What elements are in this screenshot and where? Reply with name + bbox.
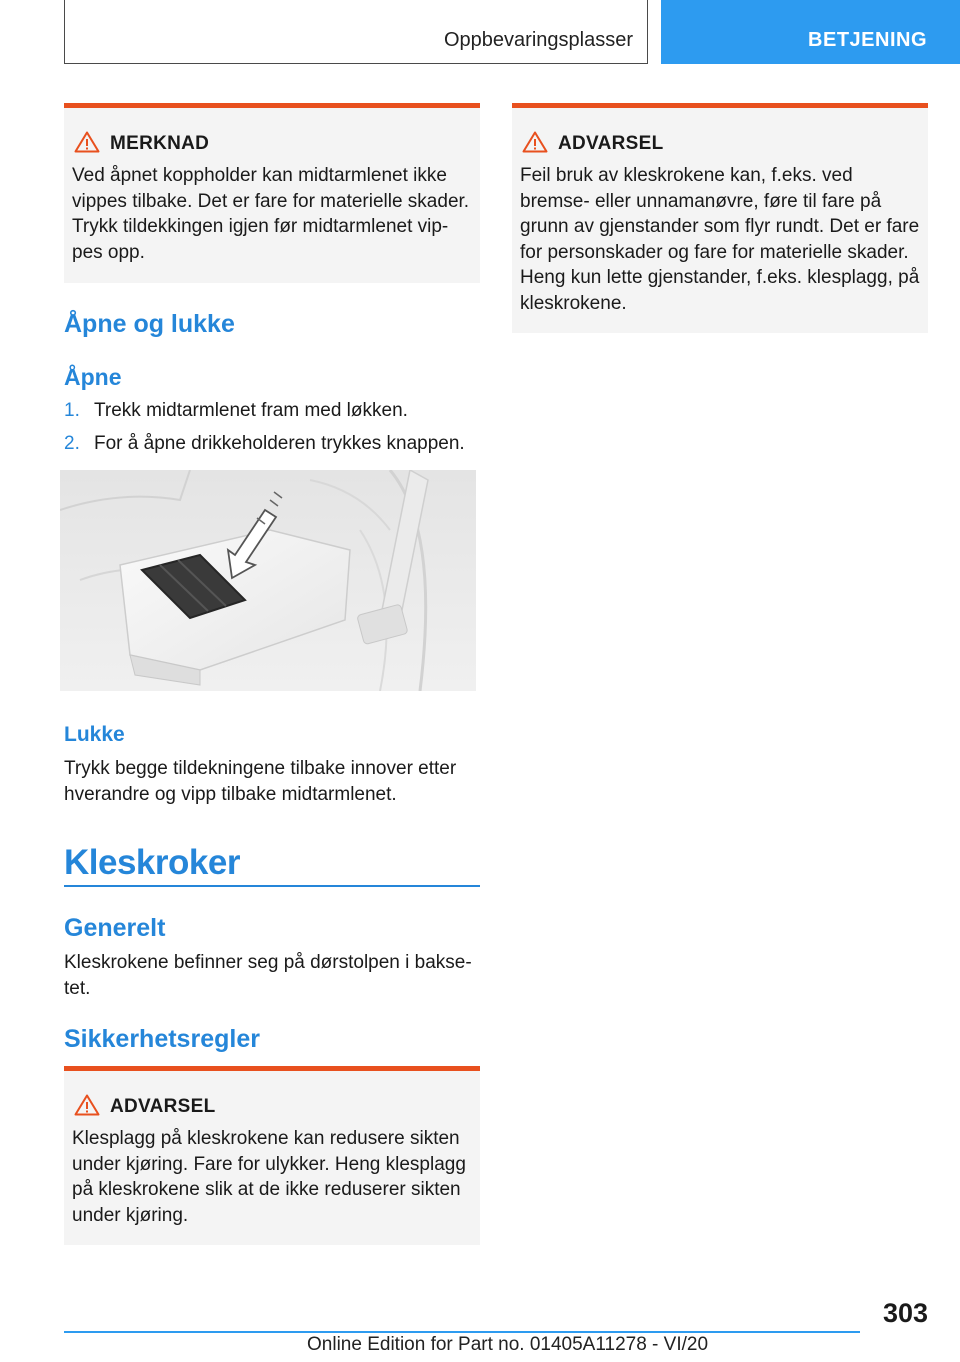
notice-bar [64, 1066, 480, 1071]
notice-body [520, 163, 922, 316]
notice-title: ADVARSEL [110, 1096, 216, 1117]
notice-body [72, 1126, 474, 1228]
notice-title: ADVARSEL [558, 133, 664, 154]
heading-open-close: Åpne og lukke [64, 310, 235, 338]
header-chapter-tab [661, 0, 960, 64]
paragraph-line: Trykk begge tildekningene tilbake innover etter [64, 758, 457, 779]
paragraph-line: Kleskrokene befinner seg på dørstolpen i bakse- [64, 952, 472, 973]
section-title: Oppbevaringsplasser [444, 29, 633, 51]
header-section-tab [64, 0, 648, 64]
notice-advarsel-left [64, 1066, 480, 1245]
step-number: 1. [64, 400, 80, 421]
step-number: 2. [64, 433, 80, 454]
notice-line: kleskrokene. [520, 292, 627, 314]
notice-bar [64, 103, 480, 108]
notice-line: Klesplagg på kleskrokene kan redusere sikten [72, 1128, 460, 1149]
notice-line: på kleskrokene slik at de ikke reduserer sikten [72, 1179, 461, 1200]
chapter-title: BETJENING [808, 29, 927, 51]
notice-line: under kjøring. Fare for ulykker. Heng klesplagg [72, 1153, 466, 1175]
step-text: Trekk midtarmlenet fram med løkken. [94, 400, 408, 421]
notice-line: pes opp. [72, 241, 145, 263]
footer-rule [64, 1331, 860, 1333]
page-number: 303 [882, 1298, 928, 1328]
heading-kleskroker: Kleskroker [64, 843, 240, 882]
paragraph-line: tet. [64, 977, 91, 999]
paragraph-line: hverandre og vipp tilbake midtarmlenet. [64, 783, 397, 805]
heading-open: Åpne [64, 364, 122, 390]
footer-edition: Online Edition for Part no. 01405A11278 - VI/20 [307, 1334, 709, 1355]
notice-body [72, 163, 474, 265]
heading-safety: Sikkerhetsregler [64, 1025, 260, 1053]
warning-triangle-icon [522, 131, 548, 153]
heading-rule [64, 885, 480, 887]
notice-bar [512, 103, 928, 108]
notice-line: grunn av gjenstander som flyr rundt. Det er fare [520, 216, 920, 237]
notice-line: Trykk tildekkingen igjen før midtarmlenet vip- [72, 216, 449, 237]
notice-title: MERKNAD [110, 133, 210, 154]
notice-line: bremse- eller unnamanøvre, føre til fare på [520, 190, 882, 212]
warning-triangle-icon [74, 1094, 100, 1116]
notice-line: Heng kun lette gjenstander, f.eks. klesplagg, på [520, 267, 920, 288]
heading-general: Generelt [64, 914, 166, 942]
heading-close: Lukke [64, 723, 125, 746]
step-text: For å åpne drikkeholderen trykkes knappen. [94, 433, 465, 454]
notice-line: Feil bruk av kleskrokene kan, f.eks. ved [520, 165, 853, 186]
notice-line: Ved åpnet koppholder kan midtarmlenet ikke [72, 165, 447, 186]
armrest-drawing [60, 470, 476, 691]
general-paragraph [64, 950, 480, 1001]
notice-advarsel-right [512, 103, 928, 333]
notice-merknad [64, 103, 480, 283]
notice-line: under kjøring. [72, 1204, 189, 1226]
notice-line: vippes tilbake. Det er fare for materielle skader. [72, 190, 470, 212]
notice-line: for personskader og fare for materielle skader. [520, 241, 909, 263]
close-paragraph [64, 756, 480, 807]
armrest-cupholder-illustration [60, 470, 476, 691]
warning-triangle-icon [74, 131, 100, 153]
